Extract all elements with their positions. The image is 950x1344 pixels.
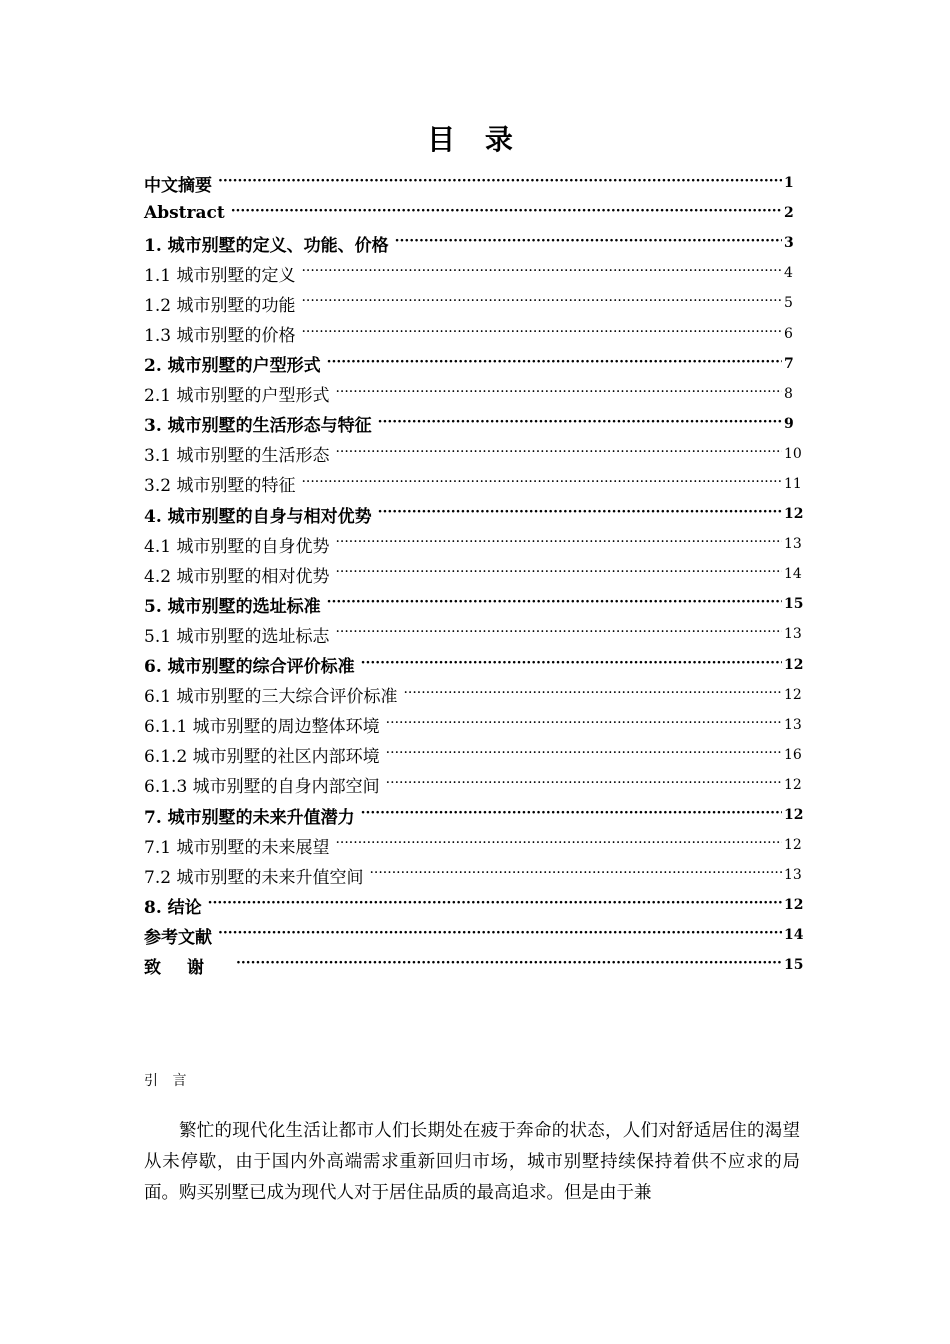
toc-leader-dots <box>361 650 782 680</box>
toc-entry-label: 7. 城市别墅的未来升值潜力 <box>144 807 355 828</box>
toc-entry-page-number: 13 <box>784 867 802 884</box>
toc-leader-dots <box>386 710 782 740</box>
toc-entry-label: 7.1 城市别墅的未来展望 <box>144 837 330 858</box>
toc-entry[interactable] <box>144 318 804 348</box>
toc-leader-dots <box>231 198 782 228</box>
toc-entry[interactable] <box>144 650 804 680</box>
toc-entry[interactable] <box>144 168 804 198</box>
toc-leader-dots <box>301 319 782 349</box>
toc-entry[interactable] <box>144 890 804 920</box>
toc-entry[interactable] <box>144 469 804 499</box>
toc-entry-page-number: 16 <box>784 746 802 763</box>
toc-leader-dots <box>301 469 782 499</box>
toc-entry[interactable] <box>144 559 804 589</box>
toc-entry-page-number: 1 <box>784 175 794 192</box>
toc-entry-page-number: 4 <box>784 265 793 282</box>
toc-entry-page-number: 7 <box>784 355 794 372</box>
toc-leader-dots <box>361 800 782 830</box>
toc-leader-dots <box>335 529 782 559</box>
toc-entry-page-number: 12 <box>784 656 804 673</box>
toc-leader-dots <box>301 288 782 318</box>
toc-entry-page-number: 12 <box>784 837 802 854</box>
toc-entry-page-number: 6 <box>784 325 793 342</box>
toc-entry-page-number: 12 <box>784 506 804 523</box>
toc-entry-label: 参考文献 <box>144 927 212 948</box>
toc-entry[interactable] <box>144 499 804 529</box>
toc-entry-label: 1. 城市别墅的定义、功能、价格 <box>144 235 389 256</box>
toc-leader-dots <box>369 860 782 890</box>
toc-entry-label: 6.1 城市别墅的三大综合评价标准 <box>144 687 398 708</box>
toc-entry[interactable] <box>144 379 804 409</box>
toc-entry-page-number: 12 <box>784 807 804 824</box>
toc-entry[interactable] <box>144 619 804 649</box>
toc-leader-dots <box>403 680 782 710</box>
toc-entry[interactable] <box>144 830 804 860</box>
toc-leader-dots <box>327 589 782 619</box>
toc-entry-label: 2.1 城市别墅的户型形式 <box>144 386 330 407</box>
toc-leader-dots <box>395 228 782 258</box>
toc-entry[interactable] <box>144 770 804 800</box>
toc-entry[interactable] <box>144 198 804 228</box>
toc-entry[interactable] <box>144 920 804 950</box>
toc-entry[interactable] <box>144 860 804 890</box>
toc-leader-dots <box>327 349 782 379</box>
toc-entry-label: 1.2 城市别墅的功能 <box>144 295 296 316</box>
toc-entry-page-number: 8 <box>784 385 793 402</box>
toc-leader-dots <box>335 830 782 860</box>
toc-entry-page-number: 15 <box>784 596 804 613</box>
toc-entry-label: 6.1.3 城市别墅的自身内部空间 <box>144 777 380 798</box>
toc-entry-label: 1.3 城市别墅的价格 <box>144 326 296 347</box>
toc-entry[interactable] <box>144 349 804 379</box>
intro-paragraph: 繁忙的现代化生活让都市人们长期处在疲于奔命的状态，人们对舒适居住的渴望从未停歇，由于国内外高端需求重新回归市场，城市别墅持续保持着供不应求的局面。购买别墅已成为现代人对于居住品质的最高追求。但是由于兼 <box>144 1121 800 1203</box>
toc-entry-page-number: 13 <box>784 626 802 643</box>
toc-entry-label: Abstract <box>144 203 225 224</box>
toc-entry[interactable] <box>144 589 804 619</box>
toc-leader-dots <box>301 258 782 288</box>
toc-entry-page-number: 5 <box>784 295 793 312</box>
toc-entry[interactable] <box>144 529 804 559</box>
toc-leader-dots <box>378 409 782 439</box>
toc-entry-page-number: 3 <box>784 235 794 252</box>
table-of-contents <box>144 168 804 981</box>
toc-leader-dots <box>386 740 782 770</box>
toc-entry[interactable] <box>144 710 804 740</box>
toc-leader-dots <box>378 499 782 529</box>
intro-heading: 引 言 <box>144 1073 192 1089</box>
toc-entry[interactable] <box>144 258 804 288</box>
toc-entry[interactable] <box>144 228 804 258</box>
toc-entry-label: 4. 城市别墅的自身与相对优势 <box>144 506 372 527</box>
toc-entry-label: 6.1.2 城市别墅的社区内部环境 <box>144 747 380 768</box>
toc-entry-label: 中文摘要 <box>144 175 212 196</box>
toc-entry-label: 3.1 城市别墅的生活形态 <box>144 446 330 467</box>
toc-entry[interactable] <box>144 950 804 980</box>
toc-entry-page-number: 14 <box>784 927 804 944</box>
toc-entry-label: 6.1.1 城市别墅的周边整体环境 <box>144 717 380 738</box>
toc-leader-dots <box>335 379 782 409</box>
toc-entry-label: 8. 结论 <box>144 897 202 918</box>
toc-entry-page-number: 9 <box>784 415 794 432</box>
toc-leader-dots <box>236 950 782 980</box>
toc-entry-page-number: 13 <box>784 536 802 553</box>
toc-entry-page-number: 11 <box>784 475 802 492</box>
toc-leader-dots <box>218 168 782 198</box>
toc-entry-label: 3. 城市别墅的生活形态与特征 <box>144 416 372 437</box>
toc-leader-dots <box>335 559 782 589</box>
toc-entry[interactable] <box>144 439 804 469</box>
toc-entry[interactable] <box>144 409 804 439</box>
toc-entry-page-number: 12 <box>784 897 804 914</box>
toc-entry-page-number: 14 <box>784 566 802 583</box>
toc-leader-dots <box>218 920 782 950</box>
toc-leader-dots <box>335 619 782 649</box>
toc-entry[interactable] <box>144 740 804 770</box>
toc-entry-label: 1.1 城市别墅的定义 <box>144 265 296 286</box>
toc-entry-page-number: 13 <box>784 716 802 733</box>
toc-leader-dots <box>208 890 782 920</box>
toc-entry-page-number: 10 <box>784 445 802 462</box>
toc-entry-label: 3.2 城市别墅的特征 <box>144 476 296 497</box>
toc-entry-label: 4.1 城市别墅的自身优势 <box>144 536 330 557</box>
toc-entry-page-number: 15 <box>784 957 804 974</box>
toc-entry-label: 5. 城市别墅的选址标准 <box>144 596 321 617</box>
toc-entry[interactable] <box>144 800 804 830</box>
toc-entry-label: 2. 城市别墅的户型形式 <box>144 356 321 377</box>
toc-entry-label: 4.2 城市别墅的相对优势 <box>144 566 330 587</box>
toc-entry[interactable] <box>144 288 804 318</box>
toc-leader-dots <box>386 770 782 800</box>
toc-leader-dots <box>335 439 782 469</box>
toc-entry-page-number: 12 <box>784 686 802 703</box>
toc-entry[interactable] <box>144 680 804 710</box>
toc-entry-label: 5.1 城市别墅的选址标志 <box>144 626 330 647</box>
toc-entry-label: 6. 城市别墅的综合评价标准 <box>144 657 355 678</box>
toc-title: 目 录 <box>427 123 523 156</box>
toc-entry-page-number: 2 <box>784 205 794 222</box>
toc-entry-label: 致谢 <box>144 957 230 978</box>
toc-entry-label: 7.2 城市别墅的未来升值空间 <box>144 867 364 888</box>
toc-entry-page-number: 12 <box>784 776 802 793</box>
